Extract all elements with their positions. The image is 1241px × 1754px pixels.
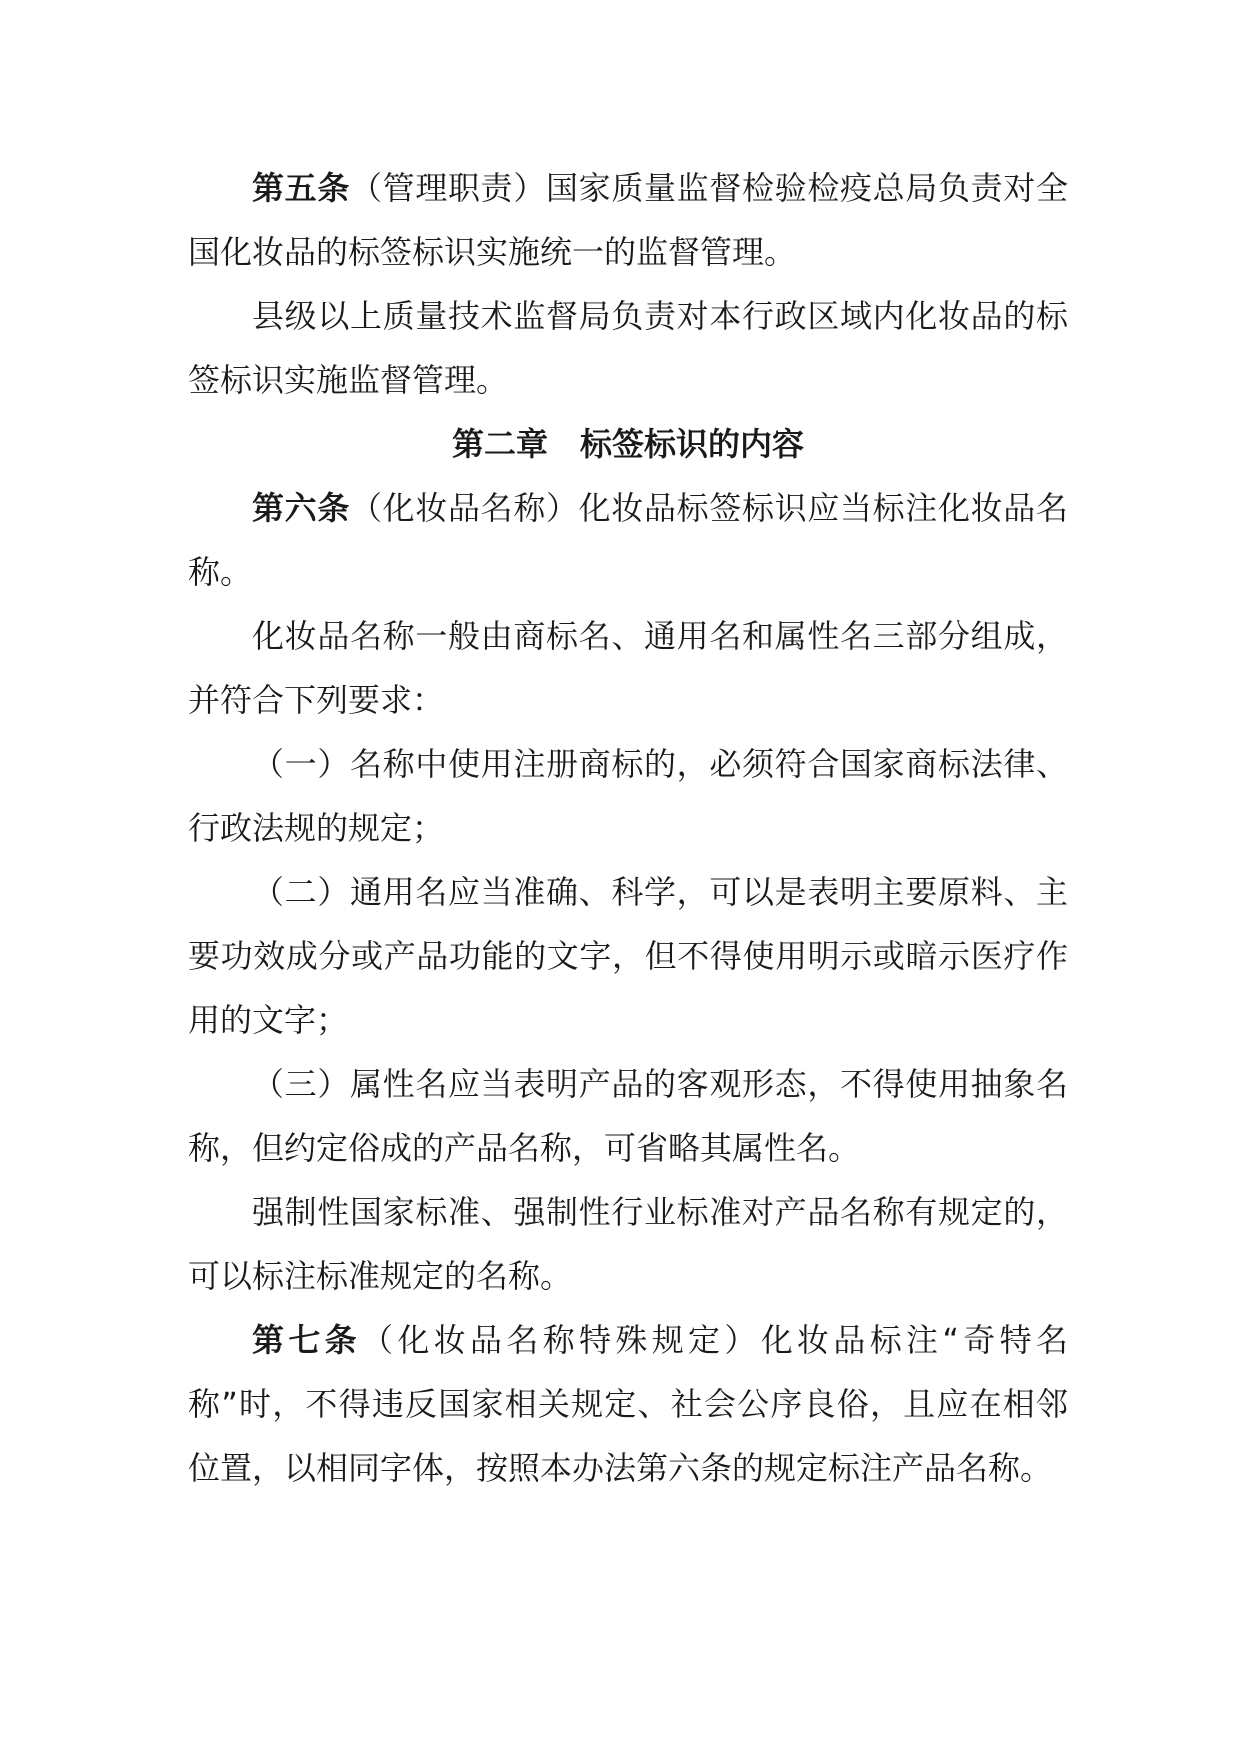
name-composition-paragraph: 化妆品名称一般由商标名、通用名和属性名三部分组成，并符合下列要求： (188, 617, 1068, 719)
article-6-heading: 第六条 (252, 489, 350, 527)
article-7-text: （化妆品名称特殊规定）化妆品标注“奇特名称”时，不得违反国家相关规定、社会公序良俗，且应在相邻位置，以相同字体，按照本办法第六条的规定标注产品名称。 (188, 1321, 1068, 1487)
mandatory-standard-paragraph: 强制性国家标准、强制性行业标准对产品名称有规定的，可以标注标准规定的名称。 (188, 1193, 1068, 1295)
article-5-text: （管理职责）国家质量监督检验检疫总局负责对全国化妆品的标签标识实施统一的监督管理。 (188, 169, 1068, 271)
chapter-2-title: 第二章 标签标识的内容 (451, 425, 804, 463)
article-5-paragraph (188, 156, 1068, 284)
article-7-paragraph (188, 1308, 1068, 1500)
article-6-paragraph (188, 476, 1068, 604)
article-7-heading: 第七条 (252, 1321, 362, 1359)
requirement-1-paragraph: （一）名称中使用注册商标的，必须符合国家商标法律、行政法规的规定； (188, 745, 1068, 847)
document-page (188, 156, 1068, 1500)
article-5-heading: 第五条 (252, 169, 350, 207)
requirement-2-paragraph: （二）通用名应当准确、科学，可以是表明主要原料、主要功效成分或产品功能的文字，但不得使用明示或暗示医疗作用的文字； (188, 873, 1068, 1039)
requirement-3-paragraph: （三）属性名应当表明产品的客观形态，不得使用抽象名称，但约定俗成的产品名称，可省略其属性名。 (188, 1065, 1068, 1167)
county-supervision-paragraph: 县级以上质量技术监督局负责对本行政区域内化妆品的标签标识实施监督管理。 (188, 297, 1068, 399)
article-6-text: （化妆品名称）化妆品标签标识应当标注化妆品名称。 (188, 489, 1068, 591)
